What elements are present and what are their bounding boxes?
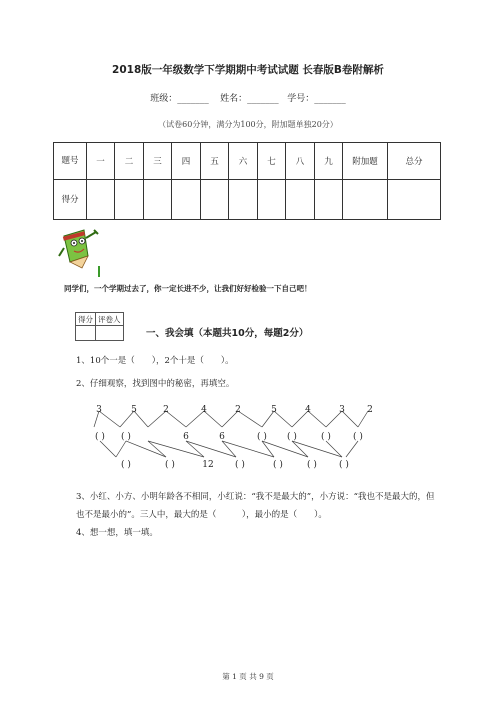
question-2: 2、仔细观察，找到图中的秘密，再填空。 — [76, 379, 235, 389]
question-4: 4、想一想，填一填。 — [76, 528, 158, 538]
pyramid-number: 6 — [219, 432, 225, 442]
column-header: 九 — [315, 143, 343, 180]
pyramid-blank: ( ) — [95, 432, 105, 442]
grader-score-label: 得分 — [76, 313, 96, 326]
grader-reviewer-label: 评卷人 — [96, 313, 124, 326]
page-footer: 第 1 页 共 9 页 — [222, 672, 274, 681]
column-header: 总分 — [388, 143, 441, 180]
pyramid-blank: ( ) — [257, 432, 267, 442]
row-label-score: 得分 — [54, 180, 87, 220]
student-info-line: 班级：_______ 姓名：_______ 学号：_______ — [150, 94, 346, 104]
pyramid-blank: ( ) — [321, 432, 331, 442]
pyramid-number: 3 — [96, 405, 102, 415]
exam-note: （试卷60分钟，满分为100分，附加题单独20分） — [158, 120, 338, 129]
column-header: 四 — [172, 143, 201, 180]
score-table — [53, 142, 441, 220]
number-pyramid-diagram — [86, 401, 386, 473]
score-cell — [115, 180, 144, 220]
pyramid-number: 4 — [201, 405, 207, 415]
pyramid-number: 4 — [305, 405, 311, 415]
pencil-mascot-icon — [58, 226, 100, 270]
mascot-stand — [98, 266, 100, 277]
pyramid-number: 2 — [367, 405, 373, 415]
score-cell — [144, 180, 172, 220]
score-cell — [343, 180, 388, 220]
column-header: 七 — [258, 143, 286, 180]
grader-score-cell — [76, 326, 96, 341]
column-header: 二 — [115, 143, 144, 180]
grader-reviewer-cell — [96, 326, 124, 341]
pyramid-number: 2 — [235, 405, 241, 415]
row-label-question-number: 题号 — [54, 143, 87, 180]
pyramid-blank: ( ) — [121, 460, 131, 470]
column-header: 三 — [144, 143, 172, 180]
score-cell — [229, 180, 258, 220]
section-1-title: 一、我会填（本题共10分，每题2分） — [146, 328, 309, 339]
pyramid-blank: ( ) — [273, 460, 283, 470]
page-title: 2018版一年级数学下学期期中考试试题 长春版B卷附解析 — [112, 64, 384, 76]
pyramid-number: 6 — [183, 432, 189, 442]
pyramid-number: 2 — [163, 405, 169, 415]
pyramid-blank: ( ) — [165, 460, 175, 470]
column-header: 六 — [229, 143, 258, 180]
greeting-text: 同学们，一个学期过去了，你一定长进不少，让我们好好检验一下自己吧！ — [64, 284, 312, 293]
grader-box — [75, 312, 124, 341]
score-cell — [286, 180, 315, 220]
pyramid-blank: ( ) — [287, 432, 297, 442]
column-header: 八 — [286, 143, 315, 180]
pyramid-blank: ( ) — [121, 432, 131, 442]
score-cell — [201, 180, 229, 220]
question-1: 1、10个一是（ ），2个十是（ ）。 — [76, 356, 234, 366]
pyramid-number: 5 — [131, 405, 137, 415]
question-3: 3、小红、小方、小明年龄各不相同，小红说：“我不是最大的”，小方说：“我也不是最大的，但也不是最小的”。三人中，最大的是（ ），最小的是（ ）。 — [76, 492, 435, 520]
pyramid-blank: ( ) — [353, 432, 363, 442]
pyramid-number: 3 — [339, 405, 345, 415]
pyramid-number: 12 — [202, 460, 214, 470]
pyramid-blank: ( ) — [307, 460, 317, 470]
column-header: 附加题 — [343, 143, 388, 180]
score-cell — [172, 180, 201, 220]
pyramid-blank: ( ) — [339, 460, 349, 470]
column-header: 一 — [87, 143, 115, 180]
score-cell — [258, 180, 286, 220]
score-cell — [87, 180, 115, 220]
pyramid-blank: ( ) — [235, 460, 245, 470]
pyramid-number: 5 — [271, 405, 277, 415]
column-header: 五 — [201, 143, 229, 180]
score-cell — [388, 180, 441, 220]
score-cell — [315, 180, 343, 220]
